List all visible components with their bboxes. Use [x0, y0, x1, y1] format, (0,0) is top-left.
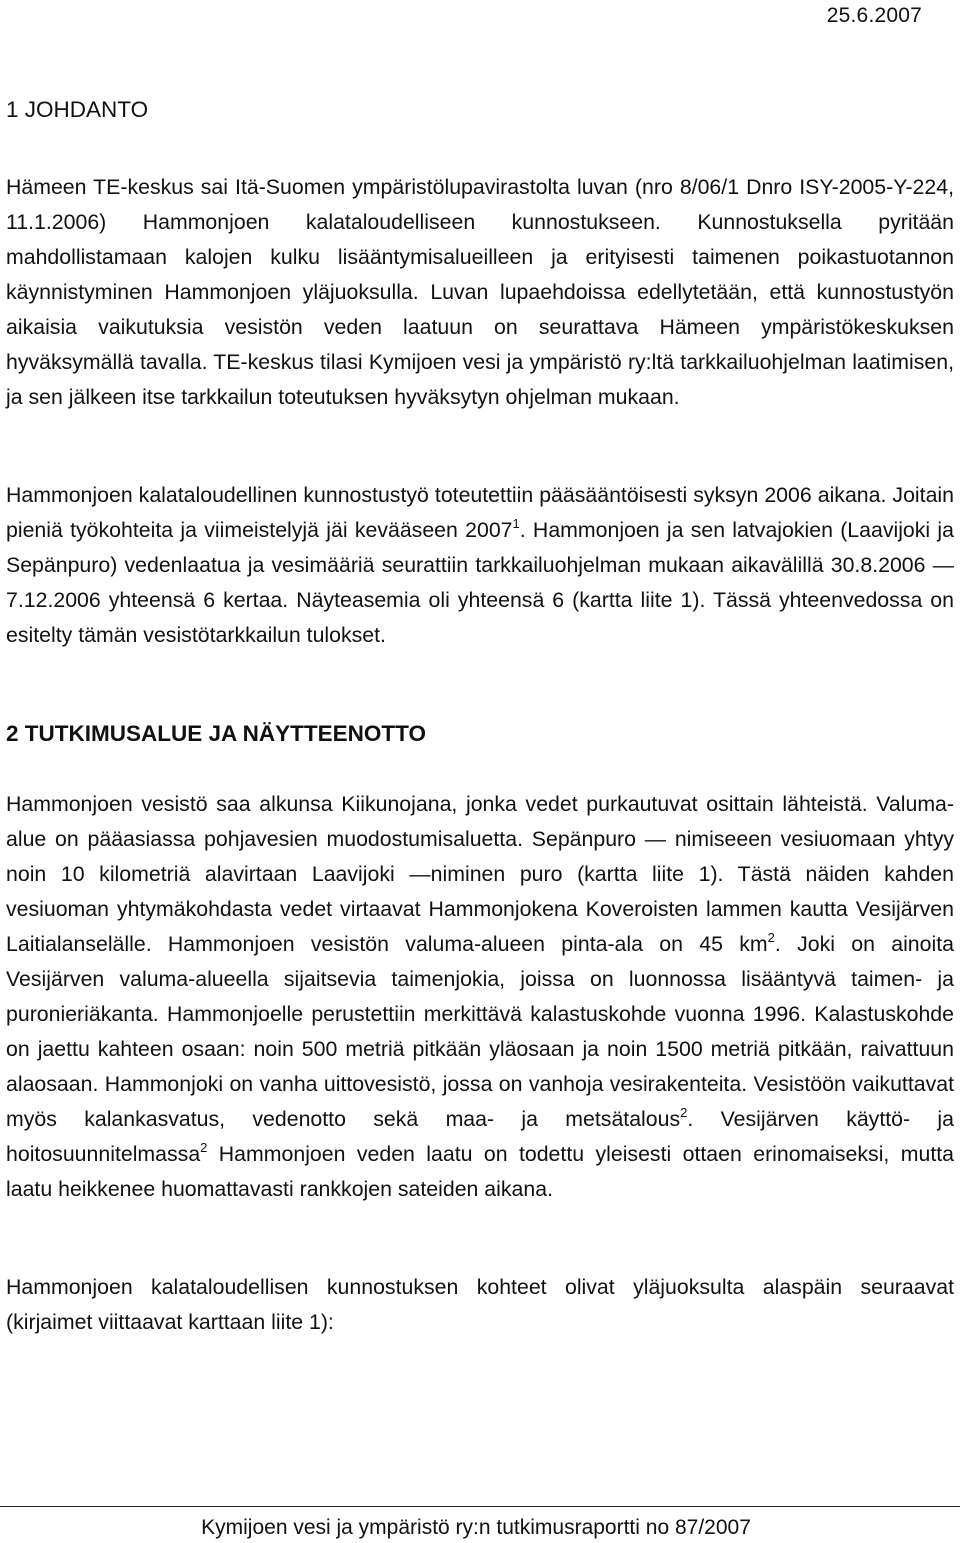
paragraph-text: Hammonjoen veden laatu on todettu yleisesti ottaen erinomaiseksi, mutta laatu heikkenee huomattavasti rankkojen sateiden aikana. [6, 1142, 954, 1201]
paragraph-text: . Hammonjoen ja sen latvajokien (Laavijoki ja Sepänpuro) vedenlaatua ja vesimääriä seurattiin tarkkailuohjelman mukaan aikavälillä 30.8.2006 — 7.12.2006 yhteensä 6 kertaa. Näyteasemia oli yhteensä 6 (kartta liite 1). Tässä yhteenvedossa on esitelty tämän vesistötarkkailun tulokset. [6, 518, 954, 647]
footnote-ref: 1 [512, 516, 520, 531]
paragraph-text: . Joki on ainoita Vesijärven valuma-alueella sijaitsevia taimenjokia, joissa on luonnossa lisääntyvä taimen- ja puronieriäkanta. Hammonjoelle perustettiin merkittävä kalastuskohde vuonna 1996. Kalastuskohde on jaettu kahteen osaan: noin 500 metriä pitkään yläosaan ja noin 1500 metriä pitkään, raivattuun alaosaan. Hammonjoki on vanha uittovesistö, jossa on vanhoja vesirakenteita. Vesistöön vaikuttavat myös kalankasvatus, vedenotto sekä maa- ja metsätalous [6, 932, 954, 1131]
superscript: 2 [767, 930, 775, 945]
page-footer [0, 1516, 960, 1540]
section-2-paragraph-2: Hammonjoen kalataloudellisen kunnostuksen kohteet olivat yläjuoksulta alaspäin seuraavat (kirjaimet viittaavat karttaan liite 1): [6, 1275, 954, 1334]
footer-text: Kymijoen vesi ja ympäristö ry:n tutkimusraportti no 87/2007 [201, 1516, 751, 1539]
section-1-heading: 1 JOHDANTO [6, 97, 149, 122]
section-2-paragraph-1 [6, 787, 954, 1207]
footer-divider [0, 1506, 960, 1507]
footnote-ref: 2 [680, 1105, 688, 1120]
paragraph-text: Hammonjoen vesistö saa alkunsa Kiikunojana, jonka vedet purkautuvat osittain lähteistä. Valuma-alue on pääasiassa pohjavesien muodostumisaluetta. Sepänpuro — nimiseeen vesiuomaan yhtyy noin 10 kilometriä alavirtaan Laavijoki —niminen puro (kartta liite 1). Tästä näiden kahden vesiuoman yhtymäkohdasta vedet virtaavat Hammonjokena Koveroisten lammen kautta Vesijärven Laitialanselälle. Hammonjoen vesistön valuma-alueen pinta-ala on 45 km [6, 792, 954, 956]
section-1-paragraph-2 [6, 478, 954, 653]
footnote-ref: 2 [200, 1140, 208, 1155]
paragraph-text: Hammonjoen kalataloudellinen kunnostustyö toteutettiin pääsääntöisesti syksyn 2006 aikana. Joitain pieniä työkohteita ja viimeistelyjä jäi kevääseen 2007 [6, 483, 954, 542]
paragraph-text: . Vesijärven käyttö- ja hoitosuunnitelmassa [6, 1107, 954, 1166]
report-date: 25.6.2007 [826, 4, 922, 27]
section-1-paragraph-1: Hämeen TE-keskus sai Itä-Suomen ympäristölupavirastolta luvan (nro 8/06/1 Dnro ISY-2005-Y-224, 11.1.2006) Hammonjoen kalataloudelliseen kunnostukseen. Kunnostuksella pyritään mahdollistamaan kalojen kulku lisääntymisalueilleen ja erityisesti taimenen poikastuotannon käynnistyminen Hammonjoen yläjuoksulla. Luvan lupaehdoissa edellytetään, että kunnostustyön aikaisia vaikutuksia vesistön veden laatuun on seurattava Hämeen ympäristökeskuksen hyväksymällä tavalla. TE-keskus tilasi Kymijoen vesi ja ympäristö ry:ltä tarkkailuohjelman laatimisen, ja sen jälkeen itse tarkkailun toteutuksen hyväksytyn ohjelman mukaan. [6, 175, 954, 409]
section-2-heading: 2 TUTKIMUSALUE JA NÄYTTEENOTTO [6, 721, 427, 746]
